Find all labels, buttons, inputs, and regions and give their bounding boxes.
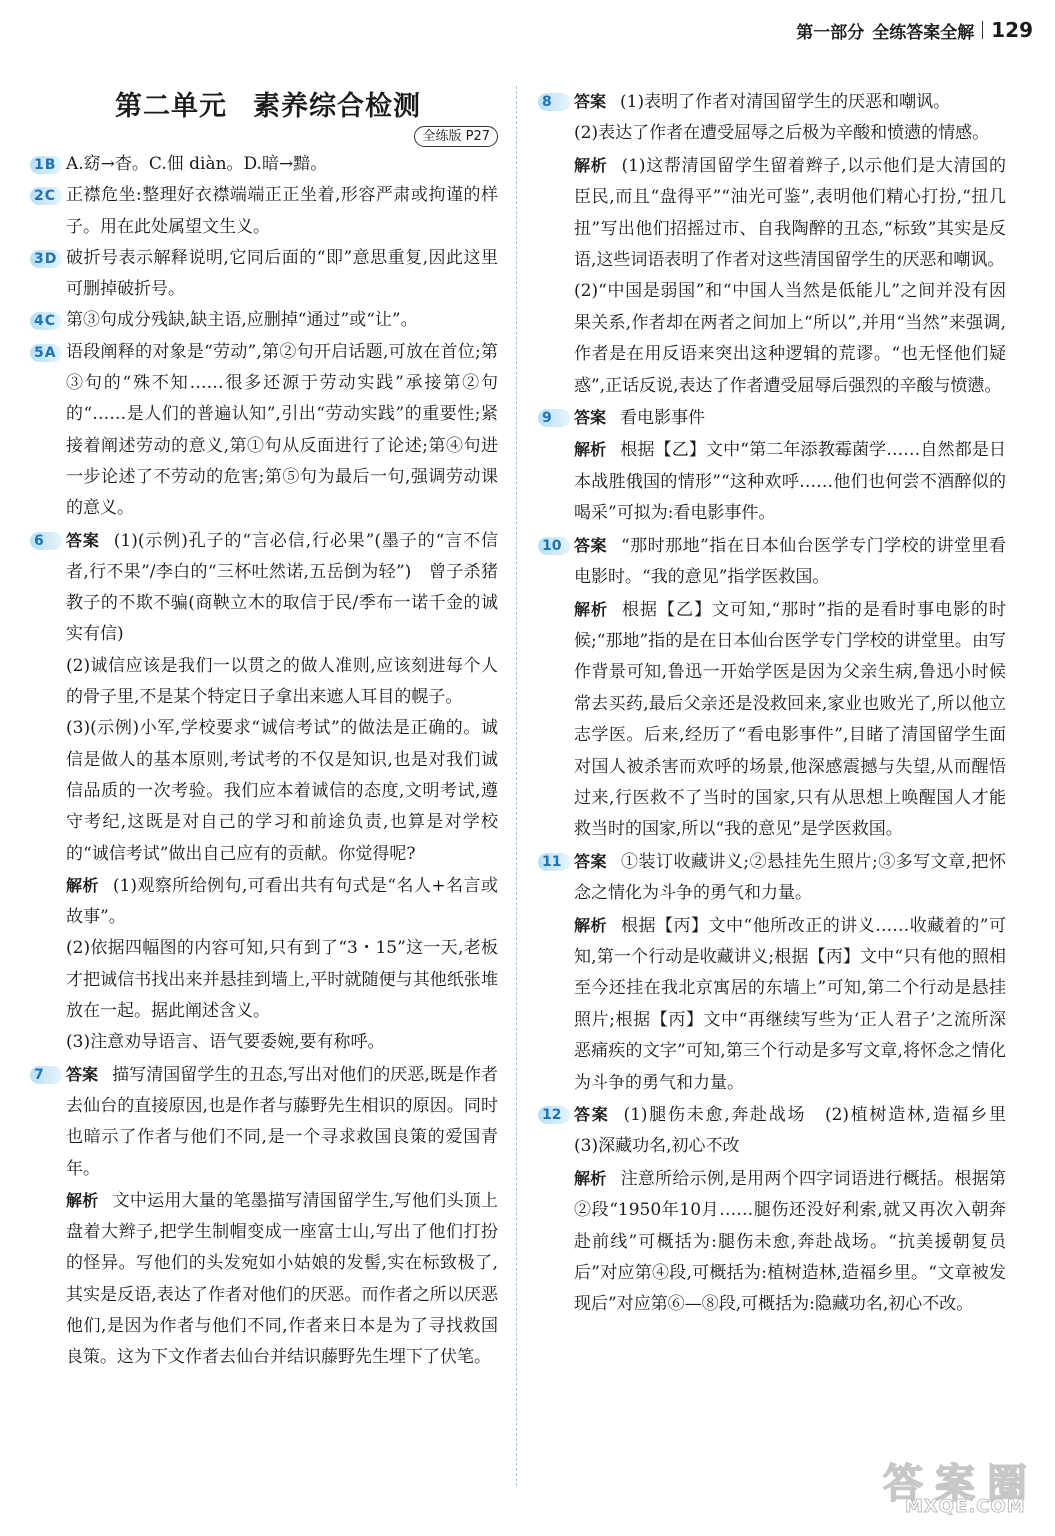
analysis-paragraph (66, 1185, 498, 1374)
analysis-paragraph (66, 870, 498, 934)
analysis-label: 解析 (574, 1168, 607, 1188)
answer-text: ①装订收藏讲义;②悬挂先生照片;③多写文章,把怀念之情化为斗争的勇气和力量。 (574, 851, 1006, 904)
analysis-text: 根据【丙】文中“他所改正的讲义……收藏着的”可知,第一个行动是收藏讲义;根据【丙】文中“只有他的照相至今还挂在我北京寓居的东墙上”可知,第二个行动是悬挂照片;根据【丙】文中“再继续写些为‘正人君子’之流所深恶痛疾的文字”可知,第三个行动是多写文章,将怀念之情化为斗争的勇气和力量。 (574, 915, 1006, 1093)
analysis-text: (1)观察所给例句,可看出共有句式是“名人+名言或故事”。 (66, 875, 498, 928)
analysis-paragraph: (2)“中国是弱国”和“中国人当然是低能儿”之间并没有因果关系,作者却在两者之间加上“所以”,并用“当然”来强调,作者是在用反语来突出这种逻辑的荒谬。“也无怪他们疑惑”,正话反说,表达了作者遭受屈辱后强烈的辛酸与愤懑。 (574, 281, 1006, 396)
question-number-badge: 7 (30, 1066, 62, 1084)
answer-paragraph: (2)诚信应该是我们一以贯之的做人准则,应该刻进每个人的骨子里,不是某个特定日子拿出来遮人耳目的幌子。 (66, 655, 498, 708)
question-number-badge: 1B (30, 156, 62, 174)
page-reference-badge: 全练版 P27 (414, 126, 498, 147)
question-number-badge: 11 (538, 853, 570, 871)
question-number-badge: 10 (538, 537, 570, 555)
question-item (28, 149, 498, 180)
answer-text: 描写清国留学生的丑态,写出对他们的厌恶,既是作者去仙台的直接原因,也是作者与藤野先生相识的原因。同时也暗示了作者与他们不同,是一个寻求救国良策的爱国青年。 (66, 1064, 498, 1179)
watermark-domain: MXQE.COM (905, 1496, 1026, 1517)
analysis-paragraph: (3)注意劝导语言、语气要委婉,要有称呼。 (66, 1032, 385, 1053)
watermark-char: 圈 (987, 1461, 1027, 1507)
question-number-badge: 3D (30, 250, 62, 268)
answer-label: 答案 (574, 408, 607, 428)
analysis-text: 注意所给示例,是用两个四字词语进行概括。根据第②段“1950年10月……腿伤还没好利索,就又再次入朝奔赴前线”可概括为:腿伤未愈,奔赴战场。“抗美援朝复员后”对应第④段,可概括为:植树造林,造福乡里。“文章被发现后”对应第⑥—⑧段,可概括为:隐藏功名,初心不改。 (574, 1168, 1006, 1315)
analysis-label: 解析 (574, 440, 607, 460)
question-item (28, 180, 498, 243)
analysis-paragraph (574, 1163, 1006, 1321)
answer-paragraph (574, 846, 1006, 910)
unit-title-sub: 素养综合检测 (253, 91, 421, 122)
question-number-badge: 8 (538, 93, 570, 111)
analysis-label: 解析 (66, 875, 99, 895)
unit-title (28, 84, 498, 123)
question-number-badge: 5A (30, 344, 62, 362)
answer-label: 答案 (574, 92, 607, 111)
answer-text: (1)(示例)孔子的“言必信,行必果”(墨子的“言不信者,行不果”/李白的“三杯吐然诺,五岳倒为轻”) 曾子杀猪教子的不欺不骗(商鞅立木的取信于民/季布一诺千金的诚实有信) (66, 530, 498, 645)
analysis-label: 解析 (574, 599, 609, 619)
analysis-text: (1)这帮清国留学生留着辫子,以示他们是大清国的臣民,而且“盘得平”“油光可鉴”,表明他们精心打扮,“扭几扭”写出他们招摇过市、自我陶醉的丑态,“标致”其实是反语,这些词语表明了作者对这些清国留学生的厌恶和嘲讽。 (574, 155, 1006, 271)
analysis-text: 根据【乙】文中“第二年添教霉菌学……自然都是日本战胜俄国的情形”“这种欢呼……他们也何尝不酒醉似的喝采”可拟为:看电影事件。 (574, 440, 1006, 524)
question-number-badge: 6 (30, 532, 62, 550)
answer-paragraph (66, 525, 498, 651)
page-number: 129 (991, 18, 1033, 42)
question-number-badge: 9 (538, 409, 570, 427)
header-book-title: 全练答案全解 (872, 22, 975, 43)
column-divider (516, 86, 517, 1486)
question-item (28, 525, 498, 1059)
answer-paragraph (574, 530, 1006, 594)
header-separator (982, 21, 983, 39)
answer-label: 答案 (574, 851, 607, 871)
unit-title-main: 第二单元 (115, 91, 227, 122)
analysis-text: 根据【乙】文可知,“那时”指的是看时事电影的时候;“那地”指的是在日本仙台医学专门学校的讲堂里。由写作背景可知,鲁迅一开始学医是因为父亲生病,鲁迅小时候常去买药,最后父亲还是没救回来,家业也败光了,所以他立志学医。后来,经历了“看电影事件”,目睹了清国留学生面对国人被杀害而欢呼的场景,他深感震撼与失望,从而醒悟过来,行医救不了当时的国家,只有从思想上唤醒国人才能救当时的国家,所以“我的意见”是学医救国。 (574, 599, 1006, 840)
running-header (796, 14, 1033, 46)
question-item (536, 86, 1006, 402)
answer-text: A.窈→杳。C.佃 diàn。D.暗→黯。 (66, 154, 328, 174)
question-item (28, 305, 498, 336)
watermark-char: 答 (883, 1461, 923, 1507)
answer-text: (1)表明了作者对清国留学生的厌恶和嘲讽。 (620, 92, 951, 112)
answer-paragraph: (3)(示例)小军,学校要求“诚信考试”的做法是正确的。诚信是做人的基本原则,考试考的不仅是知识,也是对我们诚信品质的一次考验。我们应本着诚信的态度,文明考试,遵守考纪,这既是对自己的学习和前途负责,也算是对学校的“诚信考试”做出自己应有的贡献。你觉得呢? (66, 718, 498, 864)
answer-text: (1)腿伤未愈,奔赴战场 (2)植树造林,造福乡里 (3)深藏功名,初心不改 (574, 1105, 1023, 1157)
question-number-badge: 4C (30, 312, 62, 330)
answer-text: 破折号表示解释说明,它同后面的“即”意思重复,因此这里可删掉破折号。 (66, 247, 498, 300)
question-item (536, 1099, 1023, 1321)
question-item (536, 402, 1006, 530)
analysis-paragraph (574, 910, 1006, 1099)
answer-label: 答案 (574, 535, 607, 555)
answer-paragraph (574, 1099, 1023, 1163)
answer-text: 看电影事件 (620, 408, 706, 429)
analysis-label: 解析 (66, 1190, 99, 1210)
watermark-char: 案 (935, 1461, 975, 1507)
question-number-badge: 2C (30, 187, 62, 205)
analysis-text: 文中运用大量的笔墨描写清国留学生,写他们头顶上盘着大辫子,把学生制帽变成一座富士山,写出了他们打扮的怪异。写他们的头发宛如小姑娘的发髻,实在标致极了,其实是反语,表达了作者对他们的厌恶。而作者之所以厌恶他们,是因为作者与他们不同,作者来日本是为了寻找救国良策。这为下文作者去仙台并结识藤野先生埋下了伏笔。 (66, 1190, 498, 1368)
answer-text: 正襟危坐:整理好衣襟端端正正坐着,形容严肃或拘谨的样子。用在此处属望文生义。 (66, 185, 498, 237)
question-item (28, 1059, 498, 1374)
question-item (536, 530, 1006, 846)
analysis-paragraph (574, 434, 1006, 529)
answer-label: 答案 (66, 1064, 99, 1084)
question-item (28, 337, 498, 525)
answer-text: “那时那地”指在日本仙台医学专门学校的讲堂里看电影时。“我的意见”指学医救国。 (574, 535, 1006, 588)
answer-text: 语段阐释的对象是“劳动”,第②句开启话题,可放在首位;第③句的“殊不知……很多还源于劳动实践”承接第②句的“……是人们的普遍认知”,引出“劳动实践”的重要性;紧接着阐述劳动的意义,第①句从反面进行了论述;第④句进一步论述了不劳动的危害;第⑤句为最后一句,强调劳动课的意义。 (66, 341, 498, 519)
right-column (536, 86, 1023, 1526)
answer-paragraph (574, 86, 1006, 118)
answer-label: 答案 (66, 530, 100, 550)
analysis-paragraph (574, 594, 1006, 846)
question-item (28, 243, 498, 306)
watermark-logo (883, 1452, 1051, 1522)
question-number-badge: 12 (538, 1106, 570, 1124)
answer-paragraph: (2)表达了作者在遭受屈辱之后极为辛酸和愤懑的情感。 (574, 123, 990, 144)
analysis-paragraph (574, 150, 1006, 277)
header-part: 第一部分 (796, 22, 865, 43)
answer-text: 第③句成分残缺,缺主语,应删掉“通过”或“让”。 (66, 310, 418, 331)
analysis-label: 解析 (574, 915, 608, 935)
answer-paragraph (574, 402, 1006, 434)
left-column (28, 82, 498, 1526)
answer-paragraph (66, 1059, 498, 1185)
answer-label: 答案 (574, 1105, 610, 1124)
question-item (536, 846, 1006, 1099)
analysis-paragraph: (2)依据四幅图的内容可知,只有到了“3・15”这一天,老板才把诚信书找出来并悬挂到墙上,平时就随便与其他纸张堆放在一起。据此阐述含义。 (66, 938, 498, 1022)
analysis-label: 解析 (574, 155, 608, 175)
